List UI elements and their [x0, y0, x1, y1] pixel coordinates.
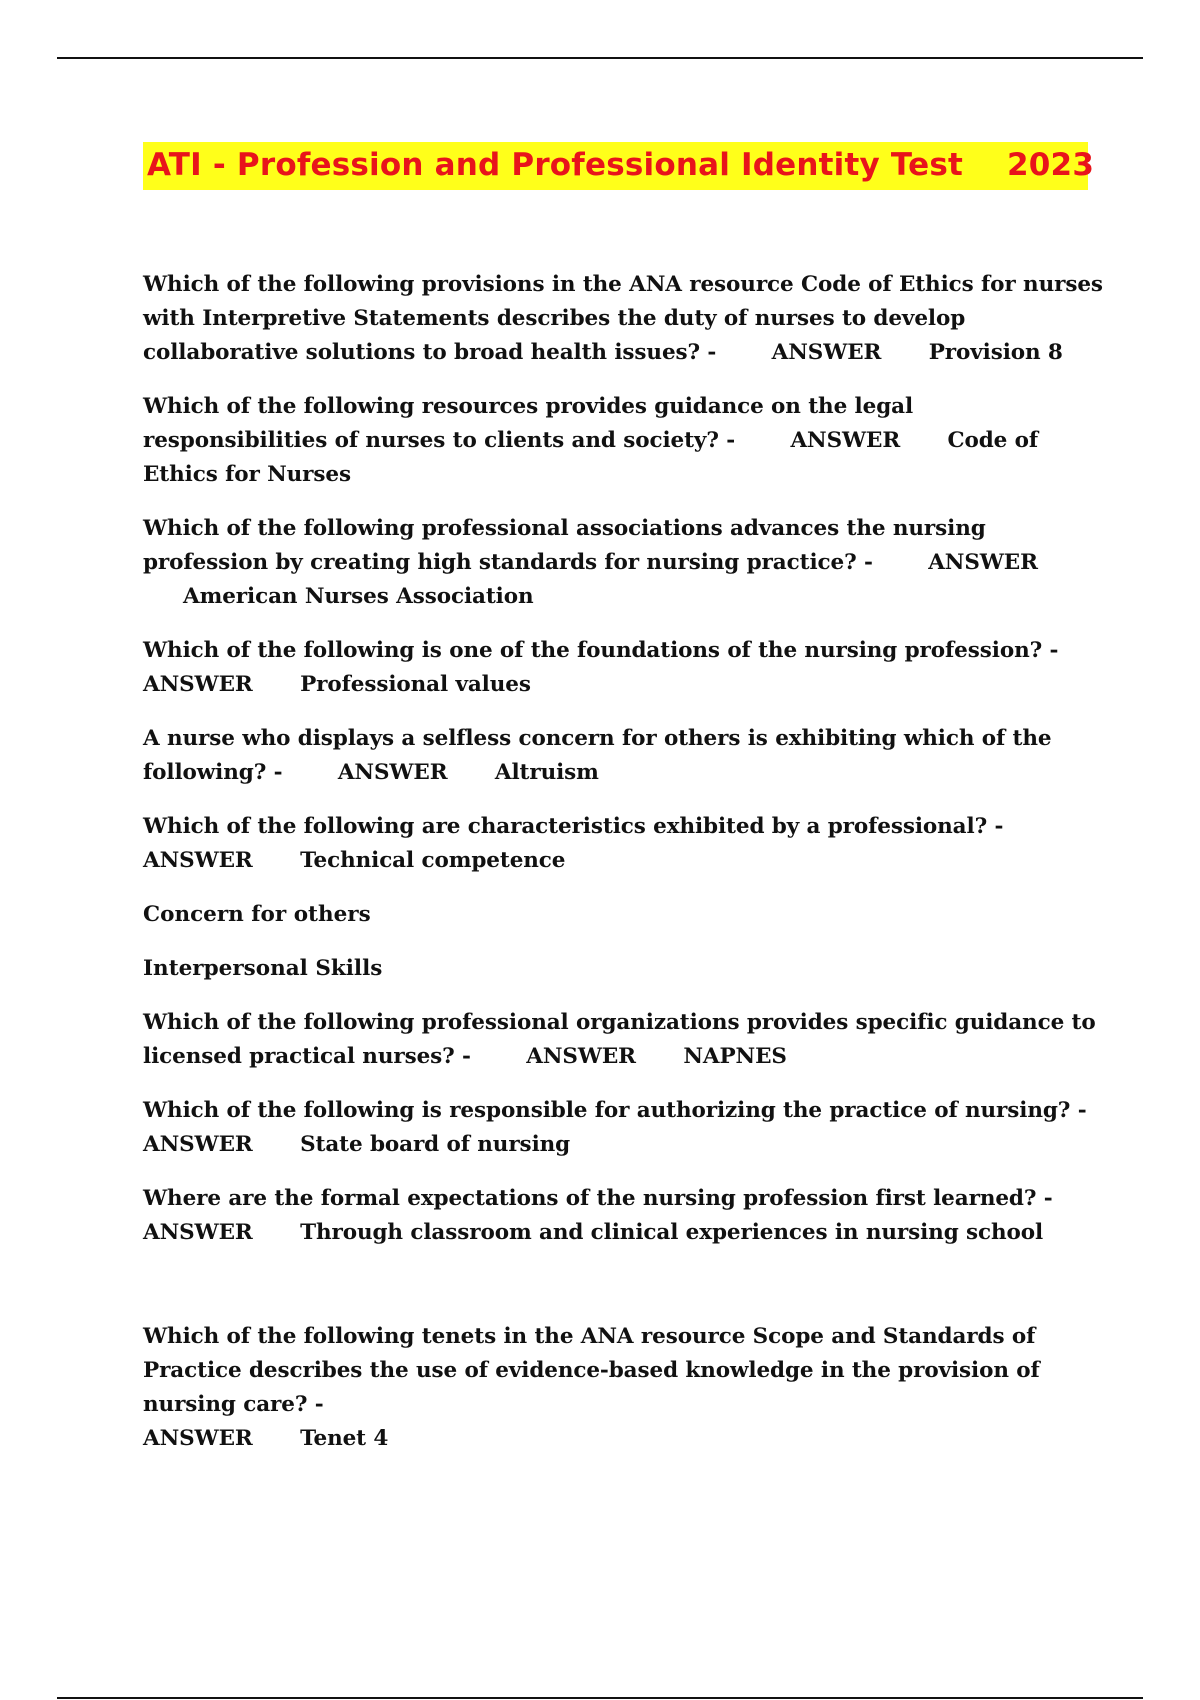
answer-label: ANSWER — [143, 1220, 253, 1245]
answer-text: Professional values — [300, 672, 531, 697]
qa-item — [143, 512, 1103, 614]
answer-text: Code of Ethics for Nurses — [143, 428, 1039, 487]
answer-text: Through classroom and clinical experiences in nursing school — [300, 1220, 1044, 1245]
qa-item — [143, 1320, 1103, 1456]
question-text: A nurse who displays a selfless concern for others is exhibiting which of the following? - — [143, 726, 1052, 785]
answer-label: ANSWER — [337, 760, 448, 785]
qa-item — [143, 1006, 1103, 1074]
qa-item — [143, 390, 1103, 492]
answer-text: American Nurses Association — [183, 584, 534, 609]
answer-text: NAPNES — [683, 1044, 787, 1069]
answer-label: ANSWER — [143, 1426, 253, 1451]
answer-label: ANSWER — [771, 340, 882, 365]
answer-label: ANSWER — [790, 428, 901, 453]
qa-item — [143, 1182, 1103, 1250]
bottom-rule — [57, 1697, 1143, 1699]
question-text: Which of the following is one of the foundations of the nursing profession? - — [143, 638, 1059, 663]
qa-item — [143, 634, 1103, 702]
qa-item — [143, 268, 1103, 370]
answer-text: Technical competence — [300, 848, 566, 873]
answer-text: Tenet 4 — [300, 1426, 389, 1451]
qa-list — [143, 268, 1103, 1476]
question-text: Which of the following is responsible for authorizing the practice of nursing? - — [143, 1098, 1087, 1123]
title-highlight — [143, 142, 1095, 190]
question-text: Which of the following resources provides guidance on the legal responsibilities of nurses to clients and society? - — [143, 394, 914, 453]
question-text: Which of the following are characteristics exhibited by a professional? - — [143, 814, 1004, 839]
additional-answer: Concern for others — [143, 902, 371, 927]
qa-item — [143, 1094, 1103, 1162]
answer-label: ANSWER — [928, 550, 1038, 575]
question-text: Which of the following professional associations advances the nursing profession by creating high standards for nursing practice? - — [143, 516, 986, 575]
additional-answer: Interpersonal Skills — [143, 956, 383, 981]
page-title: ATI - Profession and Professional Identity Test 2023 — [147, 147, 1095, 183]
answer-text: State board of nursing — [300, 1132, 571, 1157]
question-text: Which of the following provisions in the ANA resource Code of Ethics for nurses with Interpretive Statements describes the duty of nurses to develop collaborative solutions to broad health issues? - — [143, 272, 1103, 365]
answer-label: ANSWER — [143, 672, 253, 697]
top-rule — [57, 57, 1143, 59]
qa-item — [143, 810, 1103, 878]
qa-item — [143, 722, 1103, 790]
section-gap — [143, 1270, 1103, 1320]
answer-text: Altruism — [494, 760, 599, 785]
question-text: Where are the formal expectations of the nursing profession first learned? - — [143, 1186, 1053, 1211]
answer-label: ANSWER — [143, 1132, 253, 1157]
answer-label: ANSWER — [143, 848, 253, 873]
question-text: Which of the following professional organizations provides specific guidance to licensed practical nurses? - — [143, 1010, 1096, 1069]
answer-label: ANSWER — [526, 1044, 636, 1069]
answer-text: Provision 8 — [928, 340, 1063, 365]
question-text: Which of the following tenets in the ANA resource Scope and Standards of Practice describes the use of evidence-based knowledge in the provision of nursing care? - — [143, 1324, 1040, 1417]
